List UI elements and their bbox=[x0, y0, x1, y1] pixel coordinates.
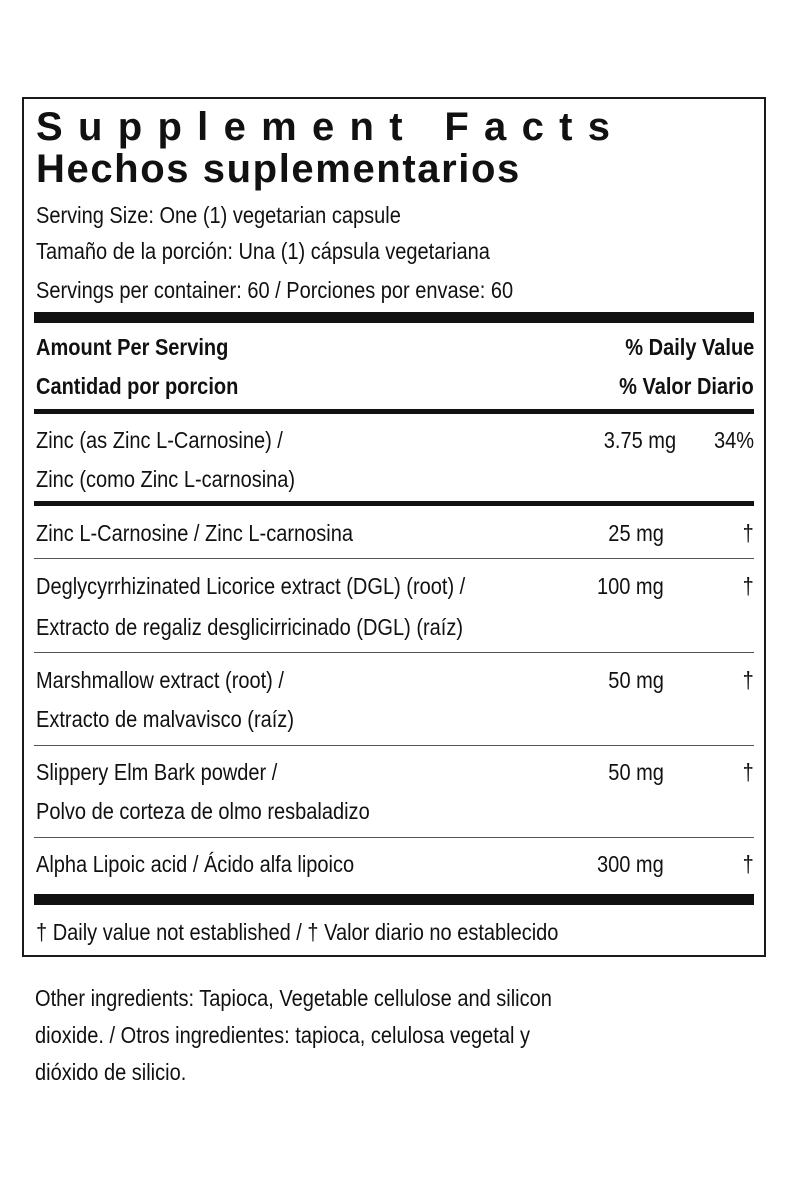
header-divider bbox=[34, 409, 754, 414]
valor-diario-header: % Valor Diario bbox=[619, 373, 754, 399]
serving-size-spanish: Tamaño de la porción: Una (1) cápsula vegetariana bbox=[36, 238, 490, 264]
nutrient-name-line1: Zinc (as Zinc L-Carnosine) / bbox=[36, 427, 283, 453]
ingredient-name-line2: Extracto de regaliz desglicirricinado (DGL) (raíz) bbox=[36, 614, 464, 640]
title-english: Supplement Facts bbox=[36, 105, 626, 149]
row-divider bbox=[34, 652, 754, 653]
nutrient-amount: 3.75 mg bbox=[603, 427, 676, 453]
serving-size-english: Serving Size: One (1) vegetarian capsule bbox=[36, 202, 401, 228]
nutrient-daily-value: 34% bbox=[713, 427, 754, 453]
cantidad-header: Cantidad por porcion bbox=[36, 373, 239, 399]
ingredient-amount: 25 mg bbox=[608, 520, 664, 546]
title-spanish: Hechos suplementarios bbox=[36, 147, 521, 191]
ingredient-dagger: † bbox=[742, 573, 754, 599]
amount-per-serving-header: Amount Per Serving bbox=[36, 334, 229, 360]
ingredient-amount: 50 mg bbox=[608, 759, 664, 785]
ingredient-dagger: † bbox=[742, 851, 754, 877]
ingredient-name-line1: Marshmallow extract (root) / bbox=[36, 667, 284, 693]
thick-divider bbox=[34, 312, 754, 323]
footnote: † Daily value not established / † Valor diario no establecido bbox=[36, 919, 559, 945]
ingredient-name-line1: Slippery Elm Bark powder / bbox=[36, 759, 278, 785]
ingredient-amount: 300 mg bbox=[597, 851, 664, 877]
thick-divider bbox=[34, 894, 754, 905]
daily-value-header: % Daily Value bbox=[624, 334, 754, 360]
ingredient-name-line1: Alpha Lipoic acid / Ácido alfa lipoico bbox=[36, 851, 355, 877]
other-ingredients-line: Other ingredients: Tapioca, Vegetable cellulose and silicon bbox=[35, 985, 552, 1011]
nutrient-name-line2: Zinc (como Zinc L-carnosina) bbox=[36, 466, 296, 492]
row-divider bbox=[34, 837, 754, 838]
row-divider bbox=[34, 745, 754, 746]
nutrient-divider bbox=[34, 501, 754, 506]
ingredient-dagger: † bbox=[742, 667, 754, 693]
ingredient-amount: 100 mg bbox=[597, 573, 664, 599]
ingredient-name-line2: Extracto de malvavisco (raíz) bbox=[36, 706, 294, 732]
other-ingredients bbox=[35, 980, 705, 1091]
ingredient-name-line1: Deglycyrrhizinated Licorice extract (DGL) (root) / bbox=[36, 573, 466, 599]
ingredient-name-line1: Zinc L-Carnosine / Zinc L-carnosina bbox=[36, 520, 353, 546]
row-divider bbox=[34, 558, 754, 559]
other-ingredients-line: dioxide. / Otros ingredientes: tapioca, celulosa vegetal y bbox=[35, 1022, 530, 1048]
supplement-facts-panel bbox=[22, 97, 766, 957]
ingredient-dagger: † bbox=[742, 520, 754, 546]
ingredient-amount: 50 mg bbox=[608, 667, 664, 693]
ingredient-dagger: † bbox=[742, 759, 754, 785]
ingredient-name-line2: Polvo de corteza de olmo resbaladizo bbox=[36, 798, 370, 824]
other-ingredients-line: dióxido de silicio. bbox=[35, 1059, 187, 1085]
servings-per-container: Servings per container: 60 / Porciones por envase: 60 bbox=[36, 277, 514, 303]
